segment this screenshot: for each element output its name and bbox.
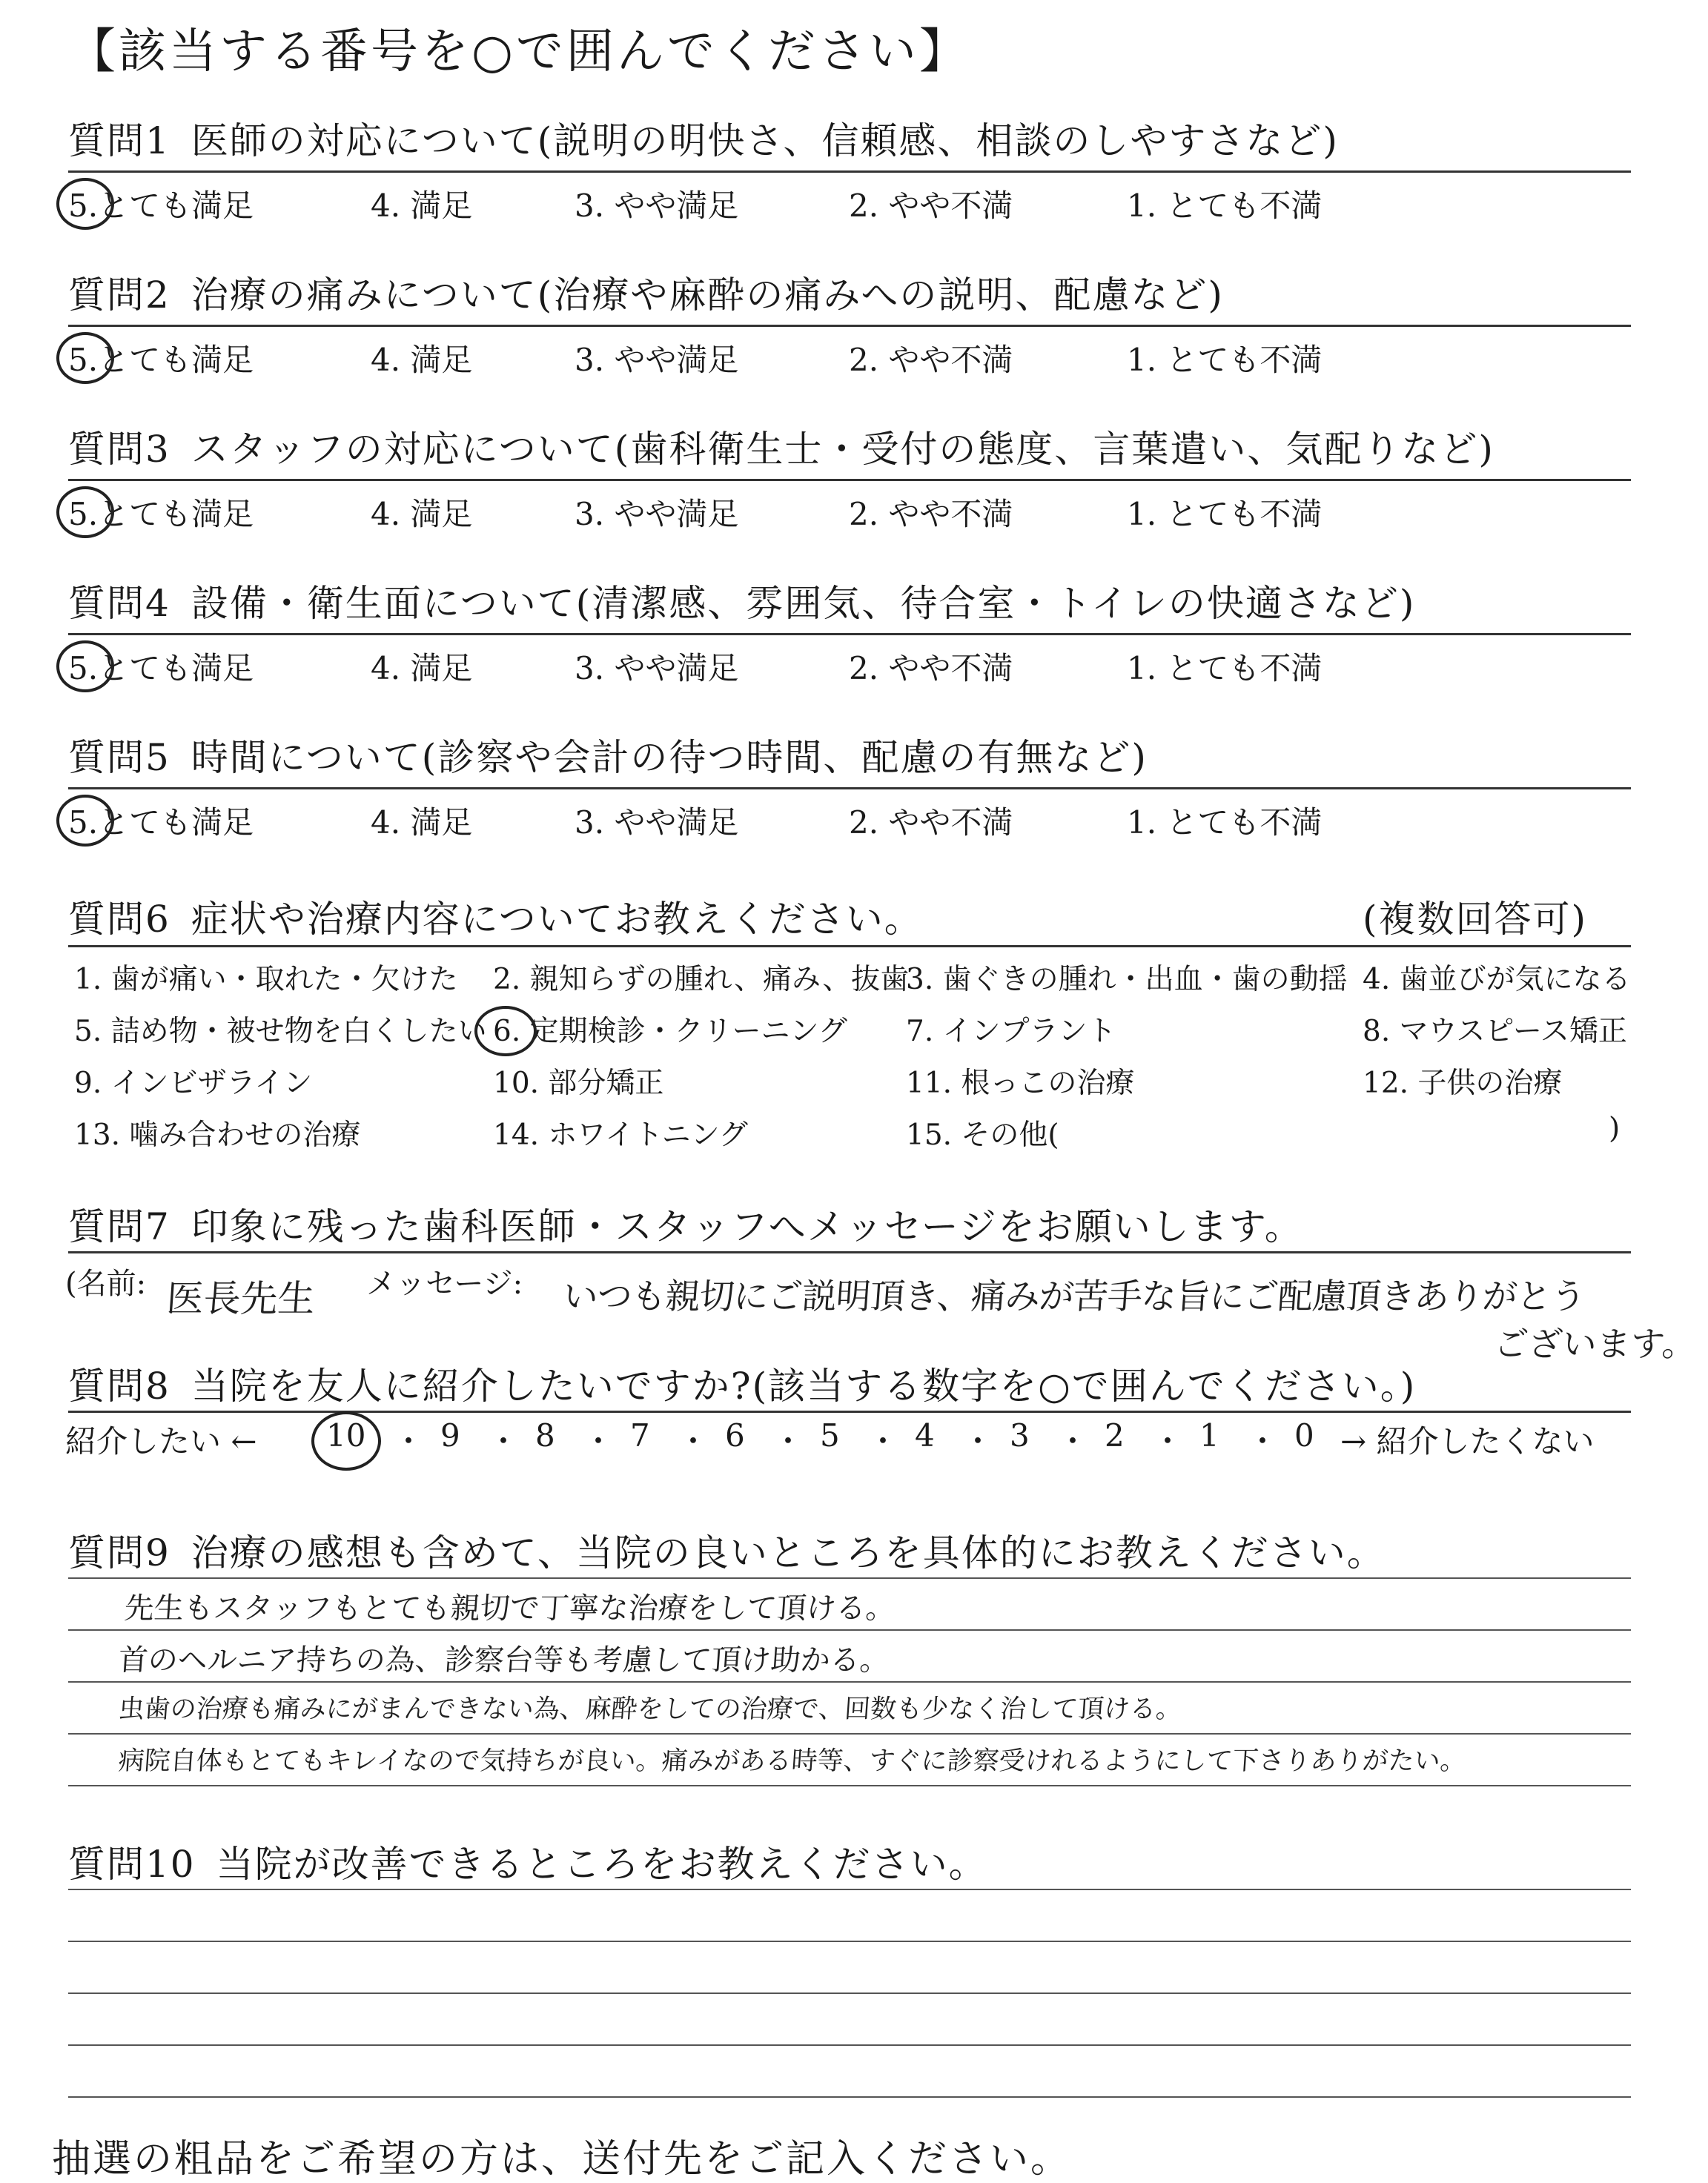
question-4-heading (68, 574, 1415, 627)
q6-text: 症状や治療内容についてお教えください。 (191, 898, 923, 941)
q7-name-label: (名前: (65, 1267, 147, 1301)
rating-option-2[interactable]: 2. やや不満 (849, 804, 1013, 841)
q6-option[interactable]: 1. 歯が痛い・取れた・欠けた (74, 963, 458, 996)
answer-rule[interactable] (68, 1889, 1631, 1890)
answer-rule (68, 1681, 1631, 1683)
rating-option-4[interactable]: 4. 満足 (371, 188, 473, 224)
rating-option-3[interactable]: 3. やや満足 (575, 188, 739, 224)
answer-rule[interactable] (68, 2096, 1631, 2098)
rating-option-5[interactable]: 5.とても満足 (68, 188, 254, 224)
scale-value[interactable]: 9 (440, 1417, 460, 1454)
q6-option[interactable]: 6. 定期検診・クリーニング (493, 1015, 847, 1048)
question-number: 質問5 (68, 736, 171, 779)
scale-separator: ・ (1247, 1423, 1279, 1460)
rating-option-4[interactable]: 4. 満足 (371, 804, 473, 841)
scale-value[interactable]: 5 (820, 1417, 840, 1454)
q9-text: 治療の感想も含めて、当院の良いところを具体的にお教えください。 (191, 1531, 1386, 1574)
selected-circle (56, 486, 114, 538)
scale-separator: ・ (393, 1423, 425, 1460)
q6-number: 質問6 (68, 898, 171, 941)
q6-option[interactable]: 11. 根っこの治療 (906, 1067, 1135, 1100)
question-rule (68, 170, 1631, 173)
q10-text: 当院が改善できるところをお教えください。 (216, 1843, 987, 1886)
rating-option-1[interactable]: 1. とても不満 (1127, 650, 1323, 686)
question-rule (68, 787, 1631, 789)
q6-option[interactable]: 3. 歯ぐきの腫れ・出血・歯の動揺 (906, 963, 1348, 996)
question-text: 時間について(診察や会計の待つ時間、配慮の有無など) (191, 736, 1148, 779)
q6-rule (68, 945, 1631, 947)
rating-option-4[interactable]: 4. 満足 (371, 496, 473, 532)
rating-option-3[interactable]: 3. やや満足 (575, 804, 739, 841)
answer-rule[interactable] (68, 2044, 1631, 2046)
q6-option[interactable]: 12. 子供の治療 (1363, 1067, 1563, 1100)
rating-option-4[interactable]: 4. 満足 (371, 342, 473, 378)
q9-answer-line: 虫歯の治療も痛みにがまんできない為、麻酔をしての治療で、回数も少なく治して頂ける。 (117, 1695, 1183, 1724)
q6-option: ) (1609, 1112, 1621, 1145)
scale-value[interactable]: 10 (326, 1417, 366, 1454)
q9-number: 質問9 (68, 1531, 171, 1574)
q9-answer-line: 先生もスタッフもとても親切で丁寧な治療をして頂ける。 (123, 1591, 897, 1626)
q8-text: 当院を友人に紹介したいですか?(該当する数字を○で囲んでください。) (191, 1365, 1417, 1408)
q6-note: (複数回答可) (1363, 898, 1588, 941)
scale-value[interactable]: 0 (1294, 1417, 1314, 1454)
answer-rule (68, 1577, 1631, 1579)
q6-option[interactable]: 2. 親知らずの腫れ、痛み、抜歯 (493, 963, 910, 996)
question-number: 質問2 (68, 274, 171, 317)
question-text: 設備・衛生面について(清潔感、雰囲気、待合室・トイレの快適さなど) (191, 582, 1416, 625)
q7-message-label: メッセージ: (366, 1267, 523, 1301)
rating-option-3[interactable]: 3. やや満足 (575, 342, 739, 378)
rating-option-1[interactable]: 1. とても不満 (1127, 804, 1323, 841)
question-3-heading (68, 420, 1494, 473)
q8-number: 質問8 (68, 1365, 171, 1408)
scale-separator: ・ (962, 1423, 994, 1460)
q7-number: 質問7 (68, 1205, 171, 1248)
question-text: スタッフの対応について(歯科衛生士・受付の態度、言葉遣い、気配りなど) (191, 428, 1494, 471)
question-number: 質問1 (68, 119, 171, 162)
selected-circle (56, 178, 114, 230)
q6-option[interactable]: 4. 歯並びが気になる (1363, 963, 1631, 996)
selected-circle (56, 795, 114, 847)
rating-option-5[interactable]: 5.とても満足 (68, 804, 254, 841)
rating-option-1[interactable]: 1. とても不満 (1127, 188, 1323, 224)
scale-separator: ・ (772, 1423, 804, 1460)
q6-option[interactable]: 8. マウスピース矯正 (1363, 1015, 1627, 1048)
scale-separator: ・ (867, 1423, 899, 1460)
q8-rule (68, 1411, 1631, 1413)
rating-option-2[interactable]: 2. やや不満 (849, 650, 1013, 686)
rating-option-5[interactable]: 5.とても満足 (68, 496, 254, 532)
scale-value[interactable]: 3 (1010, 1417, 1030, 1454)
answer-rule[interactable] (68, 1992, 1631, 1994)
rating-option-2[interactable]: 2. やや不満 (849, 496, 1013, 532)
scale-separator: ・ (1152, 1423, 1184, 1460)
scale-separator: ・ (1057, 1423, 1089, 1460)
q7-text: 印象に残った歯科医師・スタッフへメッセージをお願いします。 (191, 1205, 1303, 1248)
q7-heading (68, 1197, 1303, 1250)
question-2-heading (68, 265, 1224, 319)
q10-number: 質問10 (68, 1843, 196, 1886)
selected-circle (56, 332, 114, 384)
answer-rule (68, 1785, 1631, 1786)
scale-separator: ・ (583, 1423, 615, 1460)
q7-name-value: 医長先生 (165, 1277, 317, 1320)
q6-option[interactable]: 9. インビザライン (74, 1067, 313, 1100)
question-1-heading (68, 111, 1339, 165)
question-rule (68, 633, 1631, 635)
q6-option[interactable]: 14. ホワイトニング (493, 1119, 748, 1152)
q10-heading (68, 1835, 987, 1888)
footer-instruction: 抽選の粗品をご希望の方は、送付先をご記入ください。 (52, 2137, 1072, 2182)
selected-circle (56, 640, 114, 692)
scale-value[interactable]: 6 (725, 1417, 745, 1454)
question-text: 医師の対応について(説明の明快さ、信頼感、相談のしやすさなど) (191, 119, 1339, 162)
answer-rule (68, 1733, 1631, 1735)
q8-right-label: → 紹介したくない (1340, 1423, 1595, 1460)
q6-option[interactable]: 7. インプラント (906, 1015, 1116, 1048)
rating-option-3[interactable]: 3. やや満足 (575, 496, 739, 532)
rating-option-5[interactable]: 5.とても満足 (68, 342, 254, 378)
scale-value[interactable]: 8 (535, 1417, 555, 1454)
scale-value[interactable]: 1 (1199, 1417, 1219, 1454)
question-rule (68, 325, 1631, 327)
scale-value[interactable]: 2 (1105, 1417, 1125, 1454)
page-title: 【該当する番号を○で囲んでください】 (68, 24, 970, 79)
q7-message-line2: ございます。 (1492, 1324, 1698, 1364)
rating-option-2[interactable]: 2. やや不満 (849, 188, 1013, 224)
rating-option-3[interactable]: 3. やや満足 (575, 650, 739, 686)
q6-selected-circle (474, 1006, 537, 1056)
question-text: 治療の痛みについて(治療や麻酔の痛みへの説明、配慮など) (191, 274, 1224, 317)
q9-answer-line: 病院自体もとてもキレイなので気持ちが良い。痛みがある時等、すぐに診察受けれるようにして下さりありがたい。 (117, 1746, 1468, 1776)
q8-selected-circle (311, 1411, 381, 1471)
q9-answer-line: 首のヘルニア持ちの為、診察台等も考慮して頂け助かる。 (117, 1643, 891, 1677)
scale-separator: ・ (488, 1423, 520, 1460)
q6-option[interactable]: 15. その他( (906, 1119, 1059, 1152)
question-number: 質問3 (68, 428, 171, 471)
q6-heading (68, 890, 923, 943)
question-number: 質問4 (68, 582, 171, 625)
rating-option-1[interactable]: 1. とても不満 (1127, 496, 1323, 532)
answer-rule[interactable] (68, 1941, 1631, 1942)
q7-message-line1: いつも親切にご説明頂き、痛みが苦手な旨にご配慮頂きありがとう (561, 1276, 1586, 1317)
question-5-heading (68, 728, 1148, 781)
rating-option-4[interactable]: 4. 満足 (371, 650, 473, 686)
rating-option-2[interactable]: 2. やや不満 (849, 342, 1013, 378)
scale-separator: ・ (678, 1423, 709, 1460)
q7-rule (68, 1251, 1631, 1253)
answer-rule (68, 1629, 1631, 1631)
scale-value[interactable]: 4 (915, 1417, 935, 1454)
rating-option-1[interactable]: 1. とても不満 (1127, 342, 1323, 378)
q6-option[interactable]: 5. 詰め物・被せ物を白くしたい (74, 1015, 487, 1048)
scale-value[interactable]: 7 (630, 1417, 650, 1454)
q9-heading (68, 1523, 1386, 1577)
q6-option[interactable]: 13. 噛み合わせの治療 (74, 1119, 361, 1152)
q8-left-label: 紹介したい ← (65, 1423, 257, 1460)
q6-option[interactable]: 10. 部分矯正 (493, 1067, 664, 1100)
rating-option-5[interactable]: 5.とても満足 (68, 650, 254, 686)
question-rule (68, 479, 1631, 481)
q8-heading (68, 1356, 1416, 1410)
